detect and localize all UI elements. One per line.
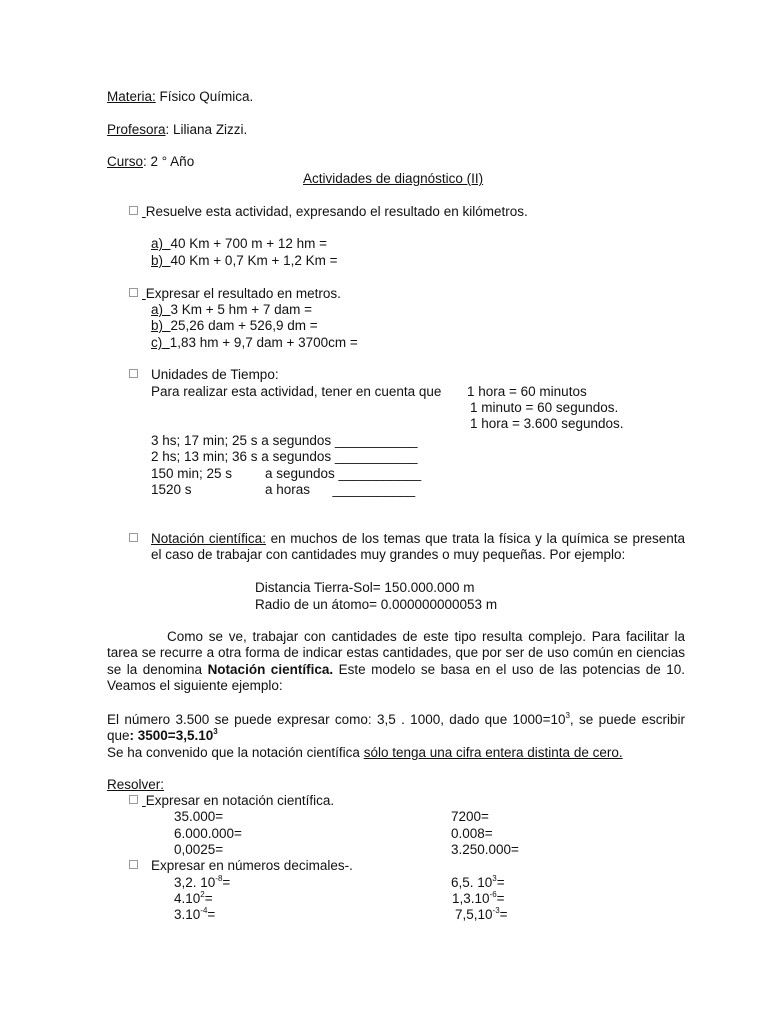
subject-label: Materia: — [107, 89, 156, 104]
list-item — [151, 253, 338, 269]
list-item — [151, 236, 327, 252]
teacher-label: Profesora — [107, 122, 166, 137]
example-paragraph: El número 3.500 se puede expresar como: 3,5 . 1000, dado que $1000=10^3$, se puede escribir que: $3500=3,5.10^3$ — [107, 711, 685, 744]
course-label: Curso — [107, 154, 144, 169]
bold-term: Notación científica. — [207, 661, 334, 677]
item-label: b) — [151, 253, 164, 268]
time-row: 2 hs; 13 min; 36 s a segundos ___________ — [151, 449, 418, 464]
section3-heading: Unidades de Tiempo: — [151, 367, 279, 382]
teacher-value: : Liliana Zizzi. — [165, 122, 248, 137]
list-item — [151, 302, 312, 318]
rule-paragraph: Se ha convenido que la notación científica sólo tenga una cifra entera distinta de cero. — [107, 745, 623, 760]
exercise-item: 3,2. $10^{-8}=$ — [174, 874, 231, 890]
exercise-item: 7200= — [451, 809, 489, 824]
checkbox-icon — [129, 858, 142, 874]
checkbox-icon — [129, 793, 146, 808]
subject-value: Físico Química. — [155, 89, 254, 104]
task2-heading: Expresar en números decimales-. — [151, 858, 353, 873]
conversion-line: 1 minuto = 60 segundos. — [470, 400, 619, 415]
time-row-left: 150 min; 25 s — [151, 466, 233, 481]
section4-text — [151, 531, 685, 564]
conversion-line: 1 hora = 60 minutos — [467, 384, 587, 399]
task1-heading: Expresar en notación científica. — [145, 793, 335, 808]
underlined-rule: sólo tenga una cifra entera distinta de cero. — [363, 745, 623, 760]
exercise-item: 0,0025= — [174, 842, 224, 857]
section4-heading: Notación científica: — [151, 531, 266, 546]
checkbox-icon — [129, 531, 142, 547]
item-text: 40 Km + 0,7 Km + 1,2 Km = — [170, 253, 338, 268]
item-text: 25,26 dam + 526,9 dm = — [170, 318, 318, 333]
explanation-paragraph: Como se ve, trabajar con cantidades de este tipo resulta complejo. Para facilitar la tarea se recurre a otra forma de indicar estas cantidades, que por ser de uso común en ciencias se la denomina Notación científica. Este modelo se basa en el uso de las potencias de 10. Veamos el siguiente ejemplo: — [107, 629, 686, 694]
section2-heading-line — [129, 286, 341, 302]
list-item — [151, 318, 318, 334]
item-label: c) — [151, 335, 163, 350]
exercise-item: 0.008= — [451, 826, 493, 841]
resolver-heading: Resolver: — [107, 777, 165, 792]
exercise-item: 6,5. $10^3=$ — [451, 874, 505, 890]
exercise-item: $4.10^2=$ — [174, 890, 213, 906]
section1-heading: Resuelve esta actividad, expresando el resultado en kilómetros. — [145, 204, 528, 219]
item-label: a) — [151, 236, 164, 251]
course-value: : 2 ° Año — [143, 154, 195, 169]
checkbox-icon — [129, 204, 146, 219]
task1-heading-line — [129, 793, 334, 809]
checkbox-icon — [129, 286, 146, 301]
checkbox-icon — [129, 367, 142, 383]
subject-line — [107, 89, 253, 105]
example-line: Distancia Tierra-Sol= 150.000.000 m — [255, 580, 475, 595]
exercise-item: 3.250.000= — [451, 842, 519, 857]
section2-heading: Expresar el resultado en metros. — [145, 286, 341, 301]
exercise-item: $3.10^{-4}=$ — [174, 906, 216, 922]
time-row-right: a segundos ___________ — [265, 466, 422, 481]
time-row-right: a horas ___________ — [265, 482, 416, 497]
exercise-item: $7,5,10^{-3}=$ — [455, 906, 508, 922]
time-row-left: 1520 s — [151, 482, 192, 497]
section1-heading-line — [129, 204, 528, 220]
item-label: a) — [151, 302, 164, 317]
example-line: Radio de un átomo= 0.000000000053 m — [255, 597, 498, 612]
item-text: 40 Km + 700 m + 12 hm = — [170, 236, 327, 251]
bold-formula: : $3500=3,5.10^3$ — [129, 727, 218, 744]
item-label: b) — [151, 318, 164, 333]
section3-intro: Para realizar esta actividad, tener en cuenta que — [151, 384, 442, 399]
exercise-item: 6.000.000= — [174, 826, 242, 841]
course-line — [107, 154, 194, 170]
item-text: 1,83 hm + 9,7 dam + 3700cm = — [169, 335, 358, 350]
item-text: 3 Km + 5 hm + 7 dam = — [170, 302, 312, 317]
page-title: Actividades de diagnóstico (II) — [303, 171, 484, 186]
exercise-item: 35.000= — [174, 809, 224, 824]
list-item — [151, 335, 358, 351]
exercise-item: $1,3.10^{-6}=$ — [452, 890, 505, 906]
time-row: 3 hs; 17 min; 25 s a segundos ___________ — [151, 433, 418, 448]
section4-body: en muchos de los temas que trata la física y la química se presenta el caso de trabajar con cantidades muy grandes o muy pequeñas. Por ejemplo: — [151, 531, 685, 563]
conversion-line: 1 hora = 3.600 segundos. — [470, 416, 624, 431]
teacher-line — [107, 122, 247, 138]
